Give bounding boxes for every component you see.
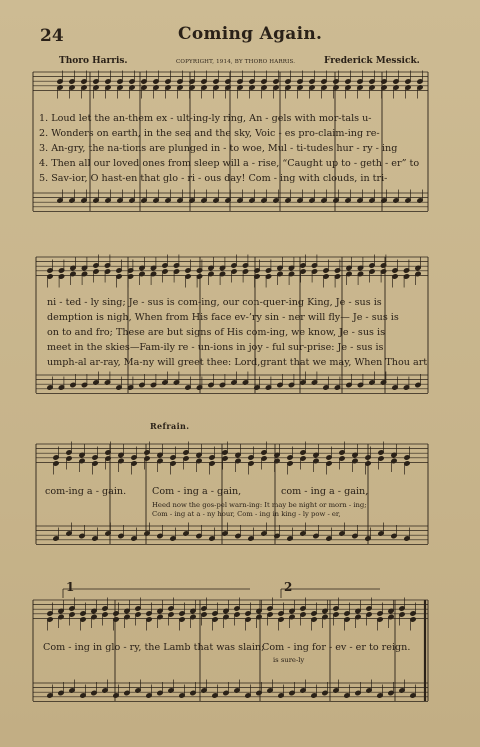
verse-4-line-b: meet in the skies—Fam-ily re - un-ions in joy - ful sur-prise: Je - sus is xyxy=(47,342,384,353)
copyright-notice: COPYRIGHT, 1914, BY THORO HARRIS. xyxy=(176,59,296,65)
composer: Frederick Messick. xyxy=(324,56,420,66)
verse-5-line-b: umph-al ar-ray, Ma-ny will greet thee: Lord,grant that we may, When Thou art xyxy=(47,357,428,368)
verse-2-line-b: demption is nigh, When from His face ev-’ry sin - ner will fly— Je - sus is xyxy=(47,312,399,323)
refrain-lyric-e: Com - ing for - ev - er to reign. xyxy=(262,642,411,653)
first-ending-number: 1 xyxy=(66,580,75,594)
verse-5-line-a: 5. Sav-ior, O hast-en that glo - ri - ous day! Com - ing with clouds, in tri- xyxy=(39,173,388,184)
refrain-alt-lyric-b: Com - ing at a - ny hour, Com - ing in king - ly pow - er, xyxy=(152,510,341,518)
verse-4-line-a: 4. Then all our loved ones from sleep will a - rise, “Caught up to - geth - er” to xyxy=(39,158,420,169)
verse-2-line-a: 2. Wonders on earth, in the sea and the sky, Voic - es pro-claim-ing re- xyxy=(39,128,380,139)
refrain-alt-lyric-c: is sure-ly xyxy=(273,656,305,664)
refrain-lyric-a: com-ing a - gain. xyxy=(45,486,127,497)
refrain-lyric-d: Com - ing in glo - ry, the Lamb that was slain; xyxy=(43,642,265,653)
lyricist: Thoro Harris. xyxy=(59,56,128,66)
refrain-alt-lyric-a: Heed now the gos-pel warn-ing: It may be night or morn - ing; xyxy=(152,501,367,509)
verse-1-line-b: ni - ted - ly sing; Je - sus is com-ing, our con-quer-ing King, Je - sus is xyxy=(47,297,382,308)
hymn-title: Coming Again. xyxy=(178,24,323,44)
second-ending-number: 2 xyxy=(284,580,293,594)
hymn-number: 24 xyxy=(40,26,64,46)
verse-3-line-b: on to and fro; These are but signs of His com-ing, we know, Je - sus is xyxy=(47,327,385,338)
verse-3-line-a: 3. An-gry, the na-tions are plunged in - to woe, Mul - ti-tudes hur - ry - ing xyxy=(39,143,398,154)
refrain-lyric-c: com - ing a - gain, xyxy=(281,486,369,497)
verse-1-line-a: 1. Loud let the an-them ex - ult-ing-ly ring, An - gels with mor-tals u- xyxy=(39,113,372,124)
refrain-label: Refrain. xyxy=(150,421,190,431)
refrain-lyric-b: Com - ing a - gain, xyxy=(152,486,242,497)
